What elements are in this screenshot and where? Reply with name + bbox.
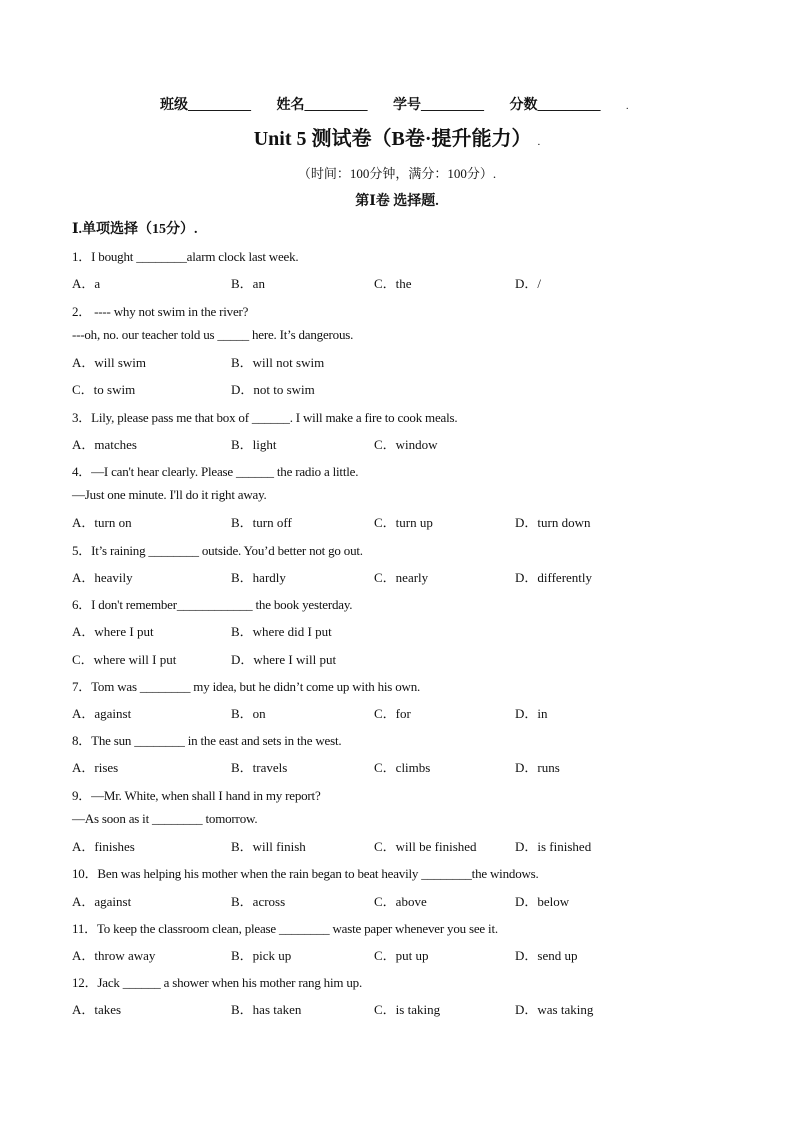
q3-option-a[interactable]: A．matches <box>72 437 137 452</box>
q2-option-d[interactable]: D．not to swim <box>231 382 315 397</box>
q4-option-d[interactable]: D．turn down <box>515 515 591 530</box>
q2-option-b[interactable]: B．will not swim <box>231 355 325 370</box>
q8-option-c[interactable]: C．climbs <box>374 760 431 775</box>
q4-option-c[interactable]: C．turn up <box>374 515 433 530</box>
question-9: 9．—Mr. White, when shall I hand in my report? <box>72 788 321 803</box>
class-field[interactable]: 班级_________ <box>160 98 251 113</box>
q6-option-a[interactable]: A．where I put <box>72 624 154 639</box>
score-field[interactable]: 分数_________ <box>509 98 601 113</box>
q3-option-c[interactable]: C．window <box>374 437 438 452</box>
section-title: Ⅰ.单项选择（15分）. <box>72 222 198 237</box>
q3-option-b[interactable]: B．light <box>231 437 277 452</box>
q12-option-b[interactable]: B．has taken <box>231 1002 302 1017</box>
question-10: 10．Ben was helping his mother when the rain began to beat heavily ________the windows. <box>72 866 539 881</box>
question-8: 8．The sun ________ in the east and sets in the west. <box>72 733 342 748</box>
question-2: 2． ---- why not swim in the river? <box>72 304 249 319</box>
question-4-line-2: —Just one minute. I'll do it right away. <box>72 487 267 502</box>
q4-option-a[interactable]: A．turn on <box>72 515 132 530</box>
question-7: 7．Tom was ________ my idea, but he didn’t come up with his own. <box>72 679 421 694</box>
q1-option-d[interactable]: D．/ <box>515 276 542 291</box>
question-1: 1．I bought ________alarm clock last week. <box>72 249 299 264</box>
title-mark: . <box>537 136 541 148</box>
q5-option-d[interactable]: D．differently <box>515 570 593 585</box>
q9-option-d[interactable]: D．is finished <box>515 839 592 854</box>
q10-option-b[interactable]: B．across <box>231 894 286 909</box>
student-id-field[interactable]: 学号_________ <box>393 98 484 113</box>
page-title <box>0 122 794 151</box>
q6-option-c[interactable]: C．where will I put <box>72 652 177 667</box>
q2-option-c[interactable]: C．to swim <box>72 382 136 397</box>
q7-option-b[interactable]: B．on <box>231 706 266 721</box>
part-title: 第Ⅰ卷 选择题. <box>355 194 439 209</box>
question-11: 11．To keep the classroom clean, please ________ waste paper whenever you see it. <box>72 921 498 936</box>
q6-option-b[interactable]: B．where did I put <box>231 624 332 639</box>
q5-option-b[interactable]: B．hardly <box>231 570 286 585</box>
q9-option-a[interactable]: A．finishes <box>72 839 135 854</box>
q9-option-c[interactable]: C．will be finished <box>374 839 477 854</box>
q8-option-b[interactable]: B．travels <box>231 760 288 775</box>
question-12: 12．Jack ______ a shower when his mother rang him up. <box>72 975 362 990</box>
q11-option-a[interactable]: A．throw away <box>72 948 156 963</box>
q9-option-b[interactable]: B．will finish <box>231 839 306 854</box>
paragraph-mark: . <box>626 101 629 112</box>
q7-option-d[interactable]: D．in <box>515 706 548 721</box>
question-2-line-2: ---oh, no. our teacher told us _____ here. It’s dangerous. <box>72 327 354 342</box>
q8-option-d[interactable]: D．runs <box>515 760 560 775</box>
question-9-line-2: —As soon as it ________ tomorrow. <box>72 811 258 826</box>
q10-option-c[interactable]: C．above <box>374 894 427 909</box>
exam-time-info: （时间：100分钟，满分：100分）. <box>297 166 497 181</box>
q12-option-c[interactable]: C．is taking <box>374 1002 441 1017</box>
question-3: 3．Lily, please pass me that box of ______. I will make a fire to cook meals. <box>72 410 458 425</box>
question-6: 6．I don't remember____________ the book yesterday. <box>72 597 353 612</box>
q1-option-c[interactable]: C．the <box>374 276 412 291</box>
q8-option-a[interactable]: A．rises <box>72 760 119 775</box>
q6-option-d[interactable]: D．where I will put <box>231 652 337 667</box>
q10-option-d[interactable]: D．below <box>515 894 570 909</box>
question-5: 5．It’s raining ________ outside. You’d better not go out. <box>72 543 363 558</box>
q10-option-a[interactable]: A．against <box>72 894 132 909</box>
q5-option-a[interactable]: A．heavily <box>72 570 133 585</box>
q12-option-a[interactable]: A．takes <box>72 1002 122 1017</box>
question-4: 4．—I can't hear clearly. Please ______ the radio a little. <box>72 464 359 479</box>
title-text: Unit 5 测试卷（B卷·提升能力） <box>253 128 532 150</box>
q11-option-c[interactable]: C．put up <box>374 948 429 963</box>
q7-option-a[interactable]: A．against <box>72 706 132 721</box>
name-field[interactable]: 姓名_________ <box>276 98 368 113</box>
q4-option-b[interactable]: B．turn off <box>231 515 292 530</box>
q1-option-b[interactable]: B．an <box>231 276 265 291</box>
student-info-fields <box>160 94 660 114</box>
q2-option-a[interactable]: A．will swim <box>72 355 147 370</box>
q7-option-c[interactable]: C．for <box>374 706 411 721</box>
q5-option-c[interactable]: C．nearly <box>374 570 429 585</box>
q11-option-d[interactable]: D．send up <box>515 948 578 963</box>
q12-option-d[interactable]: D．was taking <box>515 1002 594 1017</box>
q11-option-b[interactable]: B．pick up <box>231 948 292 963</box>
q1-option-a[interactable]: A．a <box>72 276 101 291</box>
